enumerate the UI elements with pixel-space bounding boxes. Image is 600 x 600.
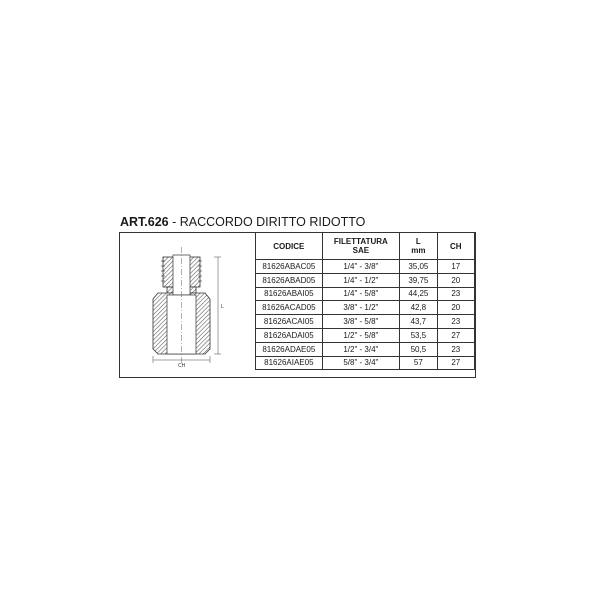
cell-code: 81626ACAD05 bbox=[256, 301, 323, 315]
cell-code: 81626AIAE05 bbox=[256, 356, 323, 370]
cell-length: 42,8 bbox=[400, 301, 438, 315]
cell-thread: 1/4" - 5/8" bbox=[322, 287, 399, 301]
cell-thread: 1/4" - 3/8" bbox=[322, 260, 399, 274]
cell-length: 44,25 bbox=[400, 287, 438, 301]
dim-hex-label: CH bbox=[178, 363, 186, 369]
cell-length: 39,75 bbox=[400, 273, 438, 287]
cell-code: 81626ACAI05 bbox=[256, 315, 323, 329]
cell-code: 81626ABAI05 bbox=[256, 287, 323, 301]
cell-thread: 1/2" - 3/4" bbox=[322, 342, 399, 356]
title-separator: - bbox=[168, 215, 180, 229]
page-title bbox=[120, 215, 365, 229]
table-row bbox=[256, 301, 475, 315]
cell-thread: 3/8" - 1/2" bbox=[322, 301, 399, 315]
cell-length: 53,5 bbox=[400, 328, 438, 342]
cell-code: 81626ADAI05 bbox=[256, 328, 323, 342]
cell-code: 81626ADAE05 bbox=[256, 342, 323, 356]
article-name: RACCORDO DIRITTO RIDOTTO bbox=[179, 215, 366, 229]
cell-hex: 23 bbox=[437, 342, 474, 356]
column-header-thread: FILETTATURA SAE bbox=[322, 233, 399, 260]
table-row bbox=[256, 356, 475, 370]
cell-code: 81626ABAD05 bbox=[256, 273, 323, 287]
table-header-row bbox=[256, 233, 475, 260]
cell-length: 50,5 bbox=[400, 342, 438, 356]
cell-thread: 1/2" - 5/8" bbox=[322, 328, 399, 342]
cell-length: 43,7 bbox=[400, 315, 438, 329]
cell-hex: 17 bbox=[437, 260, 474, 274]
cell-hex: 20 bbox=[437, 273, 474, 287]
table-row bbox=[256, 315, 475, 329]
fitting-technical-drawing bbox=[120, 233, 255, 377]
table-row bbox=[256, 342, 475, 356]
column-header-length: L mm bbox=[400, 233, 438, 260]
cell-hex: 23 bbox=[437, 287, 474, 301]
cell-length: 35,05 bbox=[400, 260, 438, 274]
dim-length-label: L bbox=[221, 304, 224, 310]
cell-thread: 5/8" - 3/4" bbox=[322, 356, 399, 370]
cell-length: 57 bbox=[400, 356, 438, 370]
article-code: ART.626 bbox=[120, 215, 169, 229]
spec-table bbox=[255, 232, 475, 370]
table-row bbox=[256, 328, 475, 342]
cell-hex: 23 bbox=[437, 315, 474, 329]
column-header-hex: CH bbox=[437, 233, 474, 260]
column-header-code: CODICE bbox=[256, 233, 323, 260]
table-row bbox=[256, 287, 475, 301]
cell-hex: 20 bbox=[437, 301, 474, 315]
product-spec-card bbox=[119, 232, 476, 378]
cell-thread: 1/4" - 1/2" bbox=[322, 273, 399, 287]
cell-hex: 27 bbox=[437, 356, 474, 370]
cell-code: 81626ABAC05 bbox=[256, 260, 323, 274]
cell-thread: 3/8" - 5/8" bbox=[322, 315, 399, 329]
table-row bbox=[256, 260, 475, 274]
table-row bbox=[256, 273, 475, 287]
cell-hex: 27 bbox=[437, 328, 474, 342]
